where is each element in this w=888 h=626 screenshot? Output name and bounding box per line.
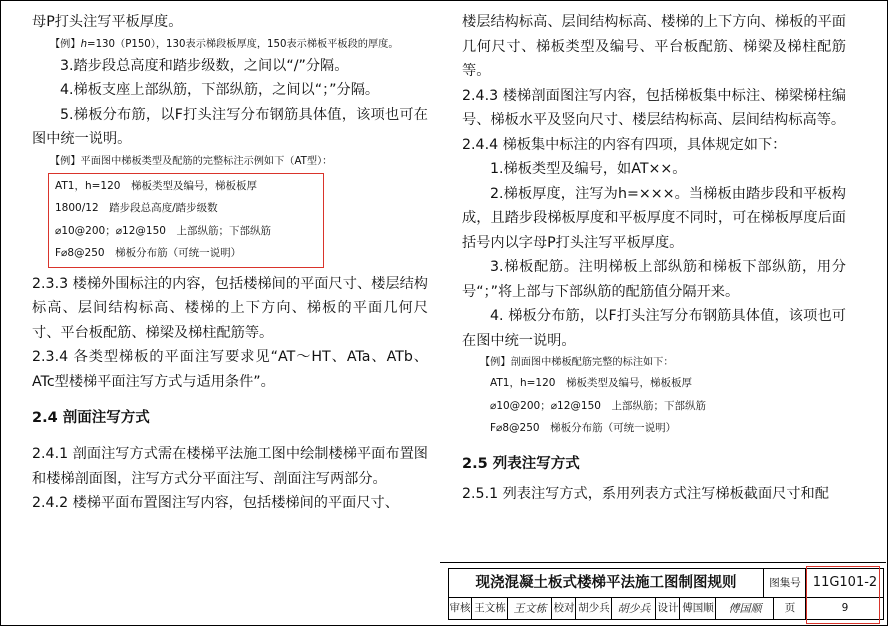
section-heading-2-5: 2.5 列表注写方式 [462,455,580,472]
example-line: AT1，h=120 梯板类型及编号，梯板板厚 [490,377,692,389]
reviewer-signature: 王文栋 [507,598,552,619]
checker-signature: 胡少兵 [611,598,656,619]
design-label: 设计 [655,598,680,619]
example-line: 1800/12 踏步段总高度/踏步级数 [55,202,218,214]
section-heading-2-4: 2.4 剖面注写方式 [32,410,150,426]
check-label: 校对 [551,598,576,619]
example-text: =130（P150），130表示梯段板厚度，150表示梯板平板段的厚度。 [87,38,399,50]
example-1 [32,35,428,54]
section-2-5-1: 2.5.1 列表注写方式，系用列表方式注写梯板截面尺寸和配 [462,485,829,502]
item-5: 5.梯板分布筋，以F打头注写分布钢筋具体值，该项也可在图中统一说明。 [32,106,428,147]
atlas-number-label: 图集号 [763,569,806,597]
example-line: ⌀10@200；⌀12@150 上部纵筋；下部纵筋 [55,224,271,237]
example-line: F⌀8@250 梯板分布筋（可统一说明） [55,247,242,259]
example-line: ⌀10@200；⌀12@150 上部纵筋；下部纵筋 [490,399,706,412]
right-column [462,10,846,506]
designer-name: 傅国顺 [679,598,716,619]
section-2-4-2: 2.4.2 楼梯平面布置图注写内容，包括楼梯间的平面尺寸、 [32,495,399,511]
item-2: 2.梯板厚度，注写为h=×××。当梯板由踏步段和平板构成，且踏步段梯板厚度和平板厚度不同时，可在梯板厚度后面括号内以字母P打头注写平板厚度。 [462,185,846,251]
text-continuation: 楼层结构标高、层间结构标高、楼梯的上下方向、梯板的平面几何尺寸、梯板类型及编号、平台板配筋、梯梁及梯柱配筋等。 [462,14,846,79]
section-2-3-4: 2.3.4 各类型梯板的平面注写要求见“AT～HT、ATa、ATb、ATc型楼梯平面注写方式与适用条件”。 [32,349,428,390]
example-line: AT1，h=120 梯板类型及编号，梯板板厚 [55,179,257,192]
section-2-4-4: 2.4.4 梯板集中标注的内容有四项，具体规定如下： [462,136,787,153]
checker-name: 胡少兵 [575,598,612,619]
atlas-number: 11G101-2 [805,569,884,597]
item-4: 4. 梯板分布筋，以F打头注写分布钢筋具体值，该项也可在图中统一说明。 [462,308,846,349]
page-label: 页 [773,598,806,619]
section-2-4-3: 2.4.3 楼梯剖面图注写内容，包括梯板集中标注、梯梁梯柱编号、梯板水平及竖向尺寸、楼层结构标高、层间结构标高等。 [462,87,846,128]
review-label: 审核 [449,602,471,614]
left-column [32,10,428,516]
section-2-3-3: 2.3.3 楼梯外围标注的内容，包括楼梯间的平面尺寸、楼层结构标高、层间结构标高、楼梯的上下方向、梯板的平面几何尺寸、平台板配筋、梯梁及梯柱配筋等。 [32,275,428,341]
symbol-h: h [80,38,88,50]
example-label: 【例】 [50,38,81,50]
example-line: F⌀8@250 梯板分布筋（可统一说明） [490,422,677,434]
section-2-4-1: 2.4.1 剖面注写方式需在楼梯平法施工图中绘制楼梯平面布置图和楼梯剖面图，注写方式分平面注写、剖面注写两部分。 [32,446,428,487]
page-number: 9 [805,598,884,619]
example-box [48,173,324,268]
drawing-title: 现浇混凝土板式楼梯平法施工图制图规则 [475,575,737,591]
example-3-title: 【例】剖面图中梯板配筋完整的标注如下： [480,357,674,368]
example-2-title: 【例】平面图中梯板类型及配筋的完整标注示例如下（AT型）： [50,155,333,167]
item-3: 3.梯板配筋。注明梯板上部纵筋和梯板下部纵筋，用分号“；”将上部与下部纵筋的配筋值分隔开来。 [462,259,846,300]
title-block-rule [440,562,886,563]
red-annotation-box [806,566,880,624]
reviewer-name: 王文栋 [471,598,508,619]
designer-signature: 傅国顺 [715,598,774,619]
item-4: 4.梯板支座上部纵筋，下部纵筋，之间以“；”分隔。 [60,82,380,98]
text-line: 母P打头注写平板厚度。 [32,14,183,30]
item-1: 1.梯板类型及编号，如AT××。 [490,161,687,177]
item-3: 3.踏步段总高度和踏步级数，之间以“/”分隔。 [60,57,349,74]
